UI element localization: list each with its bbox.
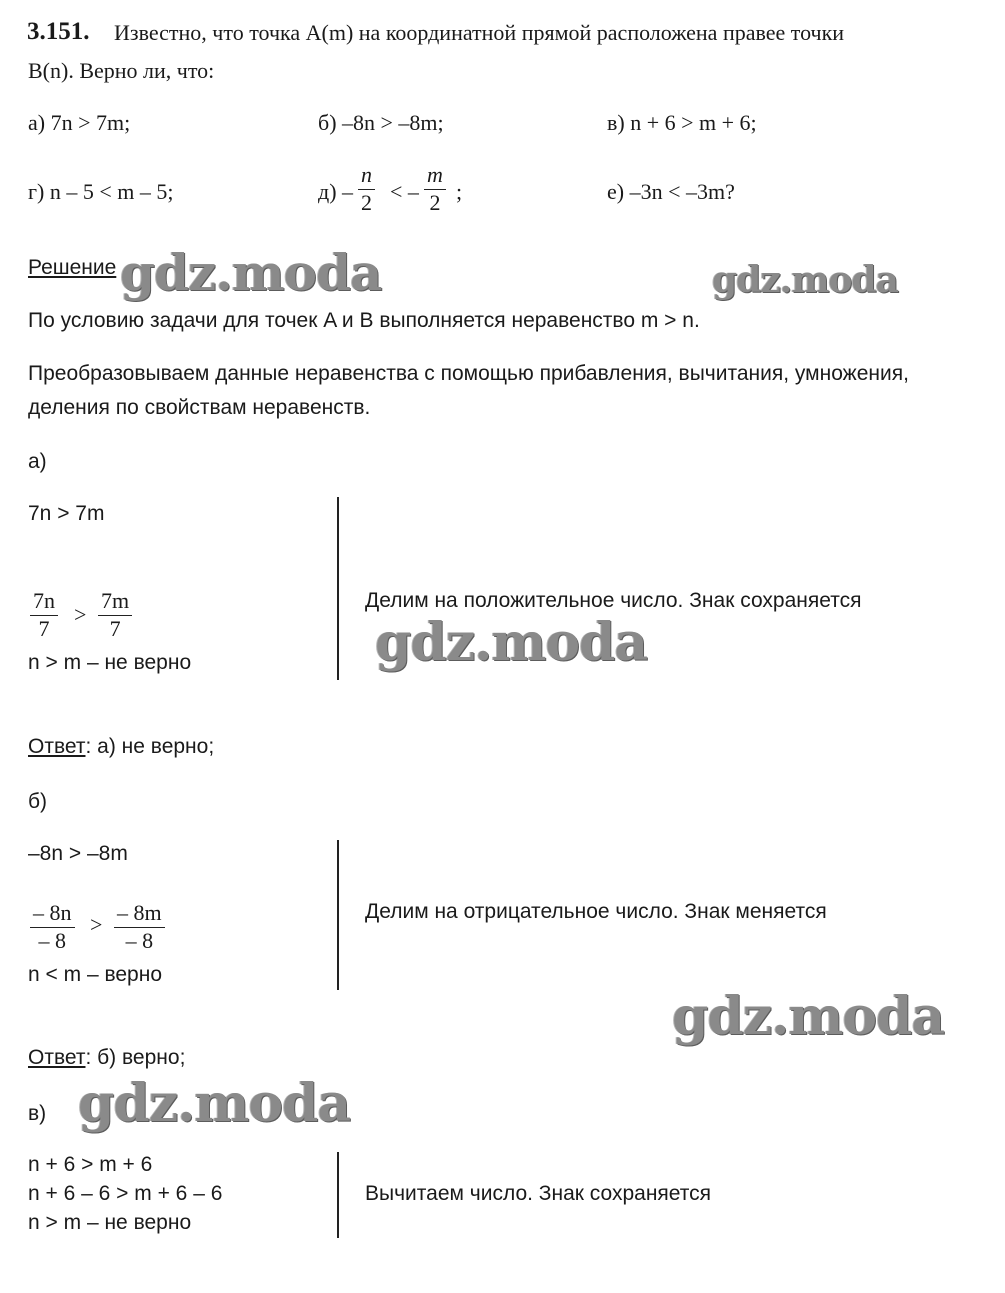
fraction-denominator: 7 — [109, 616, 121, 641]
item-d-fraction-1 — [358, 162, 375, 216]
answer-label: Ответ — [28, 735, 86, 758]
part-a-answer — [28, 735, 214, 759]
part-a-fraction-right — [98, 588, 132, 642]
part-v-label: в) — [28, 1102, 47, 1125]
problem-number: 3.151. — [27, 18, 90, 45]
part-a-result: n > m – не верно — [28, 651, 192, 674]
item-e: е) –3n < –3m? — [607, 179, 735, 204]
solution-line2: Преобразовываем данные неравенства с помощью прибавления, вычитания, умножения, — [28, 362, 909, 385]
part-a-relation: > — [74, 602, 87, 627]
part-b-answer — [28, 1046, 185, 1070]
part-v-line3: n > m – не верно — [28, 1211, 192, 1234]
watermark: gdz.moda — [120, 243, 382, 302]
fraction-denominator: 2 — [361, 190, 372, 215]
fraction-denominator: 2 — [429, 190, 441, 215]
fraction-denominator: – 8 — [38, 928, 66, 953]
item-d-mid: < – — [390, 179, 419, 204]
solution-line3: деления по свойствам неравенств. — [28, 396, 371, 419]
answer-label: Ответ — [28, 1046, 86, 1069]
item-g: г) n – 5 < m – 5; — [28, 179, 174, 204]
part-b-relation: > — [90, 912, 103, 937]
item-d — [318, 162, 498, 224]
fraction-numerator: – 8m — [114, 900, 165, 928]
fraction-denominator: – 8 — [125, 928, 154, 953]
item-d-fraction-2 — [424, 162, 446, 216]
part-b-note: Делим на отрицательное число. Знак меняется — [365, 900, 827, 923]
part-a-inequality: 7n > 7m — [28, 502, 105, 525]
part-a-fraction-left — [30, 588, 58, 642]
part-b-fraction-left — [30, 900, 75, 954]
part-v-line1: n + 6 > m + 6 — [28, 1153, 153, 1176]
fraction-numerator: – 8n — [30, 900, 75, 928]
answer-text: : б) верно; — [85, 1046, 186, 1069]
fraction-denominator: 7 — [38, 616, 50, 641]
item-b: б) –8n > –8m; — [318, 110, 444, 135]
part-a-note: Делим на положительное число. Знак сохраняется — [365, 589, 862, 612]
part-a-label: а) — [28, 450, 47, 473]
problem-text-line1: Известно, что точка A(m) на координатной прямой расположена правее точки — [114, 20, 845, 45]
part-b-inequality: –8n > –8m — [28, 842, 128, 865]
fraction-numerator: 7m — [98, 588, 132, 616]
item-v: в) n + 6 > m + 6; — [607, 110, 757, 135]
answer-text: : а) не верно; — [85, 735, 215, 758]
part-a-divider — [337, 497, 339, 680]
solution-heading: Решение — [28, 256, 117, 279]
item-a: а) 7n > 7m; — [28, 110, 131, 135]
part-b-fraction-right — [114, 900, 165, 954]
part-v-divider — [337, 1152, 339, 1238]
fraction-numerator: 7n — [30, 588, 58, 616]
solution-line1: По условию задачи для точек A и B выполняется неравенство m > n. — [28, 309, 700, 332]
fraction-numerator: n — [358, 162, 375, 190]
watermark: gdz.moda — [375, 612, 648, 673]
item-d-prefix: д) – — [318, 179, 354, 204]
watermark: gdz.moda — [712, 259, 898, 301]
part-b-divider — [337, 840, 339, 990]
problem-text-line2: B(n). Верно ли, что: — [28, 58, 215, 83]
watermark: gdz.moda — [78, 1073, 351, 1134]
part-b-result: n < m – верно — [28, 963, 163, 986]
part-v-note: Вычитаем число. Знак сохраняется — [365, 1182, 712, 1205]
item-d-suffix: ; — [456, 179, 463, 204]
part-v-line2: n + 6 – 6 > m + 6 – 6 — [28, 1182, 223, 1205]
fraction-numerator: m — [424, 162, 446, 190]
part-b-label: б) — [28, 790, 48, 813]
watermark: gdz.moda — [672, 986, 945, 1047]
